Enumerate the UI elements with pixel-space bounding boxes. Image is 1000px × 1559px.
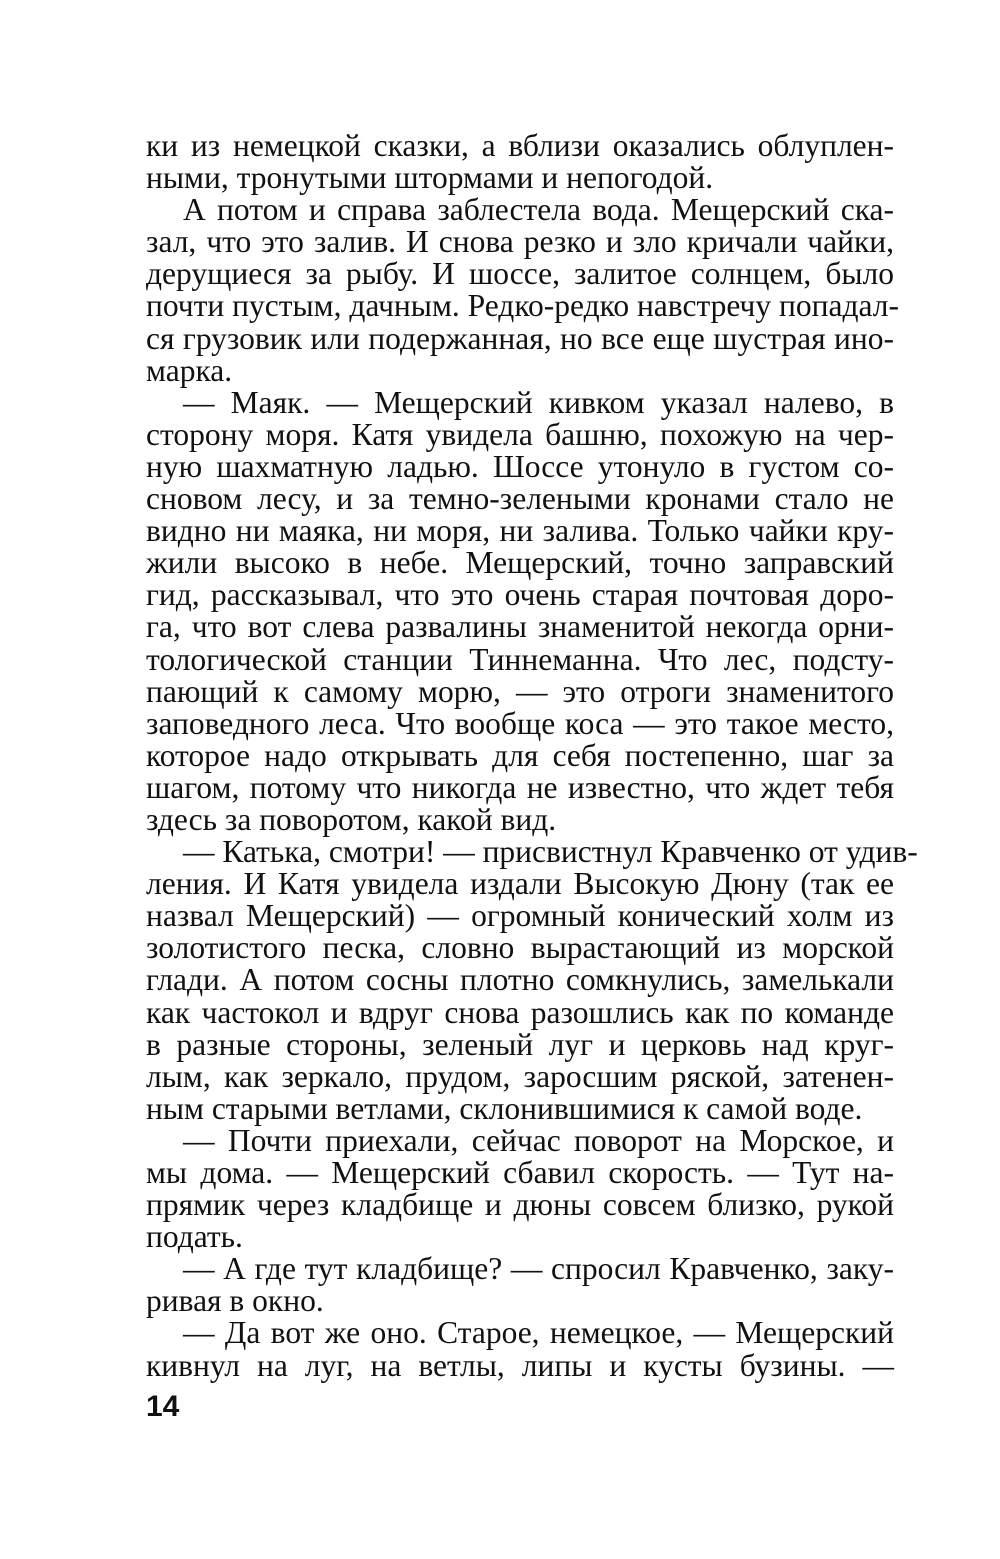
text-line: дерущиеся за рыбу. И шоссе, залитое солнцем, было [146,256,894,292]
text-line: — Почти приехали, сейчас поворот на Морское, и [183,1122,894,1158]
text-line: ки из немецкой сказки, а вблизи оказались облуплен- [146,128,894,163]
text-line: ления. И Катя увидела издали Высокую Дюну (так ее [146,866,894,902]
text-line: видно ни маяка, ни моря, ни залива. Только чайки кру- [146,513,894,549]
text-line: мы дома. — Мещерский сбавил скорость. — Тут на- [146,1155,894,1190]
text-line: га, что вот слева развалины знаменитой некогда орни- [146,609,894,645]
text-line: А потом и справа заблестела вода. Мещерский ска- [183,192,894,228]
text-line: ривая в окно. [146,1283,324,1319]
text-line: ся грузовик или подержанная, но все еще шустрая ино- [146,320,894,356]
text-line: гид, рассказывал, что это очень старая почтовая доро- [146,577,894,613]
text-line: почти пустым, дачным. Редко-редко навстречу попадал- [146,288,899,324]
text-line: сновом лесу, и за темно-зелеными кронами стало не [146,481,894,517]
text-line: в разные стороны, зеленый луг и церковь над круг- [146,1026,894,1062]
text-line: зал, что это залив. И снова резко и зло кричали чайки, [146,224,894,260]
text-line: золотистого песка, словно вырастающий из морской [146,930,894,966]
text-line: — А где тут кладбище? — спросил Кравченко, заку- [183,1251,894,1287]
text-line: кивнул на луг, на ветлы, липы и кусты бузины. — [146,1347,894,1383]
text-line: прямик через кладбище и дюны совсем близко, рукой [146,1187,894,1223]
text-line: ным старыми ветлами, склонившимися к самой воде. [146,1090,863,1126]
text-line: — Да вот же оно. Старое, немецкое, — Мещерский [183,1315,894,1351]
text-line: назвал Мещерский) — огромный конический холм из [146,898,894,934]
body-text [146,128,918,1383]
text-line: лым, как зеркало, прудом, заросшим ряской, затенен- [146,1058,894,1094]
text-line: как частокол и вдруг снова разошлись как по команде [146,994,894,1030]
text-line: глади. А потом сосны плотно сомкнулись, замелькали [146,962,894,998]
text-line: ную шахматную ладью. Шоссе утонуло в густом со- [146,448,894,484]
page-number: 14 [146,1390,180,1423]
text-line: заповедного леса. Что вообще коса — это такое место, [146,705,894,741]
text-line: — Маяк. — Мещерский кивком указал налево, в [183,384,894,420]
text-line: подать. [146,1219,243,1255]
text-line: здесь за поворотом, какой вид. [146,801,557,837]
text-line: — Катька, смотри! — присвистнул Кравченко от удив- [183,834,918,870]
text-line: которое надо открывать для себя постепенно, шаг за [146,737,894,773]
text-line: сторону моря. Катя увидела башню, похожую на чер- [146,416,894,452]
text-line: марка. [146,352,233,388]
text-line: пающий к самому морю, — это отроги знаменитого [146,673,894,709]
text-line: тологической станции Тиннеманна. Что лес, подсту- [146,641,894,677]
text-line: шагом, потому что никогда не известно, что ждет тебя [146,769,894,805]
text-line: ными, тронутыми штормами и непогодой. [146,160,714,196]
text-line: жили высоко в небе. Мещерский, точно заправский [146,545,894,581]
